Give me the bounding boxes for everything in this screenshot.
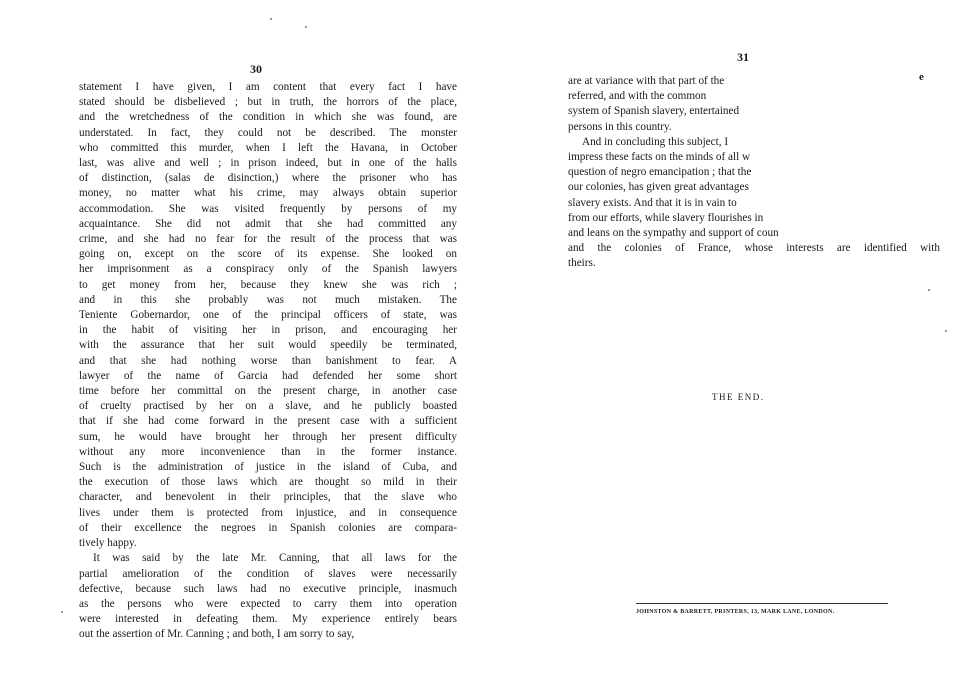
text-line: lives under them is protected from injustice, and in consequence	[79, 506, 457, 519]
speck	[305, 26, 307, 28]
text-line: impress these facts on the minds of all w	[568, 151, 751, 164]
text-line: with the assurance that her suit would speedily be terminated,	[79, 339, 457, 352]
text-line: from our efforts, while slavery flourishes in	[568, 211, 764, 224]
text-line: and the colonies of France, whose interests are identified with	[568, 242, 940, 255]
text-line: are at variance with that part of the	[568, 75, 725, 87]
text-line: Such is the administration of justice in the island of Cuba, and	[79, 461, 457, 474]
text-line: And in concluding this subject, I	[582, 135, 729, 148]
text-line: referred, and with the common	[568, 90, 707, 103]
text-line: in the habit of visiting her in prison, and encouraging her	[79, 324, 457, 337]
text-line: stated should be disbelieved ; but in truth, the horrors of the place,	[79, 96, 457, 109]
text-line: of their excellence the negroes in Spanish colonies are compara-	[79, 521, 457, 534]
speck	[270, 18, 272, 20]
text-line: and the wretchedness of the condition in which she was found, are	[79, 111, 457, 124]
text-line: crime, and she had no fear for the result of the process that was	[79, 233, 457, 246]
text-line: question of negro emancipation ; that the	[568, 166, 752, 179]
text-line: of distinction, (salas de disinction,) where the prisoner who has	[79, 172, 457, 185]
text-line: that if she had come forward in the present case with a sufficient	[79, 415, 457, 428]
text-line: defective, because such laws had no executive principle, inasmuch	[79, 582, 457, 595]
text-line: the execution of those laws which are thought so mild in their	[79, 476, 457, 489]
text-line: character, and benevolent in their principles, that the slave who	[79, 491, 457, 504]
text-line: statement I have given, I am content that every fact I have	[79, 81, 457, 93]
text-line: to get money from her, because they knew she was rich ;	[79, 278, 457, 291]
the-end: THE END.	[712, 392, 765, 402]
text-line: of cruelty practised by her on a slave, and he publicly boasted	[79, 400, 457, 413]
printer-rule	[636, 603, 888, 604]
text-line: theirs.	[568, 257, 596, 270]
text-line: who committed this murder, when I left the Havana, in October	[79, 141, 457, 154]
right-page-text	[568, 74, 940, 272]
stray-letter: e	[919, 71, 924, 83]
text-line: were interested in defeating them. My experience entirely bears	[79, 613, 457, 626]
left-page-text	[79, 80, 457, 643]
printer-imprint: JOHNSTON & BARRETT, PRINTERS, 13, MARK LANE, LONDON.	[636, 609, 835, 615]
text-line: acquaintance. She did not admit that she had committed any	[79, 217, 457, 230]
text-line: sum, he would have brought her through her present difficulty	[79, 430, 457, 443]
text-line: tively happy.	[79, 537, 137, 550]
speck	[945, 330, 947, 332]
text-line: our colonies, has given great advantages	[568, 181, 749, 194]
text-line: slavery exists. And that it is in vain to	[568, 196, 737, 209]
text-line: It was said by the late Mr. Canning, that all laws for the	[93, 552, 457, 565]
text-line: system of Spanish slavery, entertained	[568, 105, 740, 118]
text-line: time before her committal on the present charge, in another case	[79, 385, 457, 398]
text-line: her imprisonment as a conspiracy only of the Spanish lawyers	[79, 263, 457, 276]
page-number-right: 31	[737, 50, 749, 64]
text-line: and that she had nothing worse than banishment to fear. A	[79, 354, 457, 367]
text-line: persons in this country.	[568, 120, 672, 133]
text-line: and in this she probably was not much mistaken. The	[79, 293, 457, 306]
text-line: without any more inconvenience than in the former instance.	[79, 445, 457, 458]
text-line: out the assertion of Mr. Canning ; and both, I am sorry to say,	[79, 628, 355, 641]
speck	[928, 289, 930, 291]
text-line: going on, except on the score of its expense. She looked on	[79, 248, 457, 261]
speck	[61, 611, 63, 613]
text-line: partial amelioration of the condition of slaves were necessarily	[79, 567, 457, 580]
text-line: last, was alive and well ; in prison indeed, but in one of the halls	[79, 157, 457, 170]
text-line: Teniente Gobernardor, one of the principal officers of state, was	[79, 309, 457, 322]
text-line: as the persons who were expected to carry them into operation	[79, 597, 457, 610]
text-line: understated. In fact, they could not be described. The monster	[79, 126, 457, 139]
page-number-left: 30	[250, 62, 262, 76]
text-line: accommodation. She was visited frequently by persons of my	[79, 202, 457, 215]
text-line: and leans on the sympathy and support of coun	[568, 227, 779, 240]
text-line: lawyer of the name of Garcia had defended her some short	[79, 369, 457, 382]
text-line: money, no matter what his crime, may always obtain superior	[79, 187, 457, 200]
